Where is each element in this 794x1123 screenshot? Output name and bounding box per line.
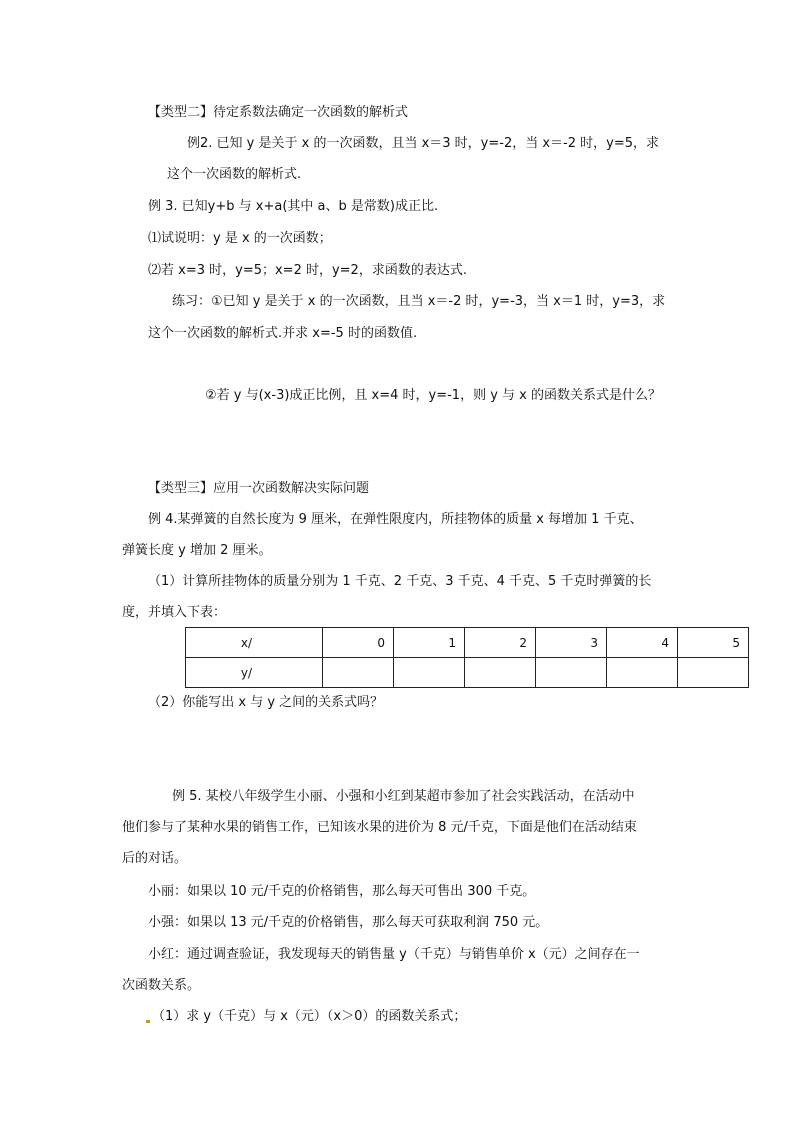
example-4-line1: 例 4.某弹簧的自然长度为 9 厘米，在弹性限度内，所挂物体的质量 x 每增加 1 千克、: [148, 512, 643, 527]
example-5-line3: 后的对话。: [122, 851, 188, 866]
example-4-part2: （2）你能写出 x 与 y 之间的关系式吗？: [148, 695, 384, 710]
example-5-line2: 他们参与了某种水果的销售工作，已知该水果的进价为 8 元/千克，下面是他们在活动结束: [122, 820, 637, 835]
example-3-part2: ⑵若 x=3 时，y=5；x=2 时，y=2，求函数的表达式.: [148, 263, 467, 278]
dialogue-xiaohong-line1: 小红：通过调查验证，我发现每天的销售量 y（千克）与销售单价 x（元）之间存在一: [148, 947, 640, 962]
dialogue-xiaoqiang: 小强：如果以 13 元/千克的价格销售，那么每天可获取利润 750 元。: [148, 915, 549, 930]
example-5-line1: 例 5. 某校八年级学生小丽、小强和小红到某超市参加了社会实践活动，在活动中: [172, 789, 635, 804]
exercise-1-line1: 练习：①已知 y 是关于 x 的一次函数，且当 x＝-2 时，y=-3，当 x＝1 时，y=3，求: [172, 294, 666, 309]
table-cell: [536, 658, 607, 688]
table-cell: [607, 658, 678, 688]
table-cell: 1: [394, 628, 465, 658]
table-cell: [465, 658, 536, 688]
table-row: [186, 628, 749, 658]
table-cell: 5: [678, 628, 749, 658]
exercise-2-line: ②若 y 与(x-3)成正比例，且 x=4 时，y=-1，则 y 与 x 的函数关系式是什么？: [205, 388, 661, 403]
table-cell: [678, 658, 749, 688]
table-cell: 2: [465, 628, 536, 658]
dialogue-xiaoli: 小丽：如果以 10 元/千克的价格销售，那么每天可售出 300 千克。: [148, 884, 536, 899]
example-2-line1: 例2. 已知 y 是关于 x 的一次函数，且当 x＝3 时，y=-2，当 x＝-2 时，y=5，求: [187, 136, 660, 151]
example-4-line2: 弹簧长度 y 增加 2 厘米。: [122, 543, 272, 558]
table-cell: [394, 658, 465, 688]
table-cell: 4: [607, 628, 678, 658]
table-cell: y/: [186, 658, 323, 688]
section-heading-type3: 【类型三】应用一次函数解决实际问题: [148, 481, 370, 496]
answer-table: [185, 627, 749, 688]
example-5-question1: （1）求 y（千克）与 x（元）（x＞0）的函数关系式；: [152, 1009, 467, 1024]
example-2-line2: 这个一次函数的解析式.: [167, 167, 302, 182]
example-4-part1-line1: （1）计算所挂物体的质量分别为 1 千克、2 千克、3 千克、4 千克、5 千克时弹簧的长: [148, 574, 652, 589]
table-cell: 0: [323, 628, 394, 658]
table-cell: [323, 658, 394, 688]
table-row: [186, 658, 749, 688]
table-cell: 3: [536, 628, 607, 658]
small-mark-icon: [146, 1020, 150, 1023]
exercise-1-line2: 这个一次函数的解析式.并求 x=-5 时的函数值.: [148, 326, 418, 341]
dialogue-xiaohong-line2: 次函数关系。: [122, 978, 201, 993]
example-3-line: 例 3. 已知y+b 与 x+a(其中 a、b 是常数)成正比.: [148, 199, 439, 214]
table-cell: x/: [186, 628, 323, 658]
example-3-part1: ⑴试说明：y 是 x 的一次函数；: [148, 231, 332, 246]
section-heading-type2: 【类型二】待定系数法确定一次函数的解析式: [148, 105, 409, 120]
example-4-part1-line2: 度，并填入下表：: [122, 605, 227, 620]
